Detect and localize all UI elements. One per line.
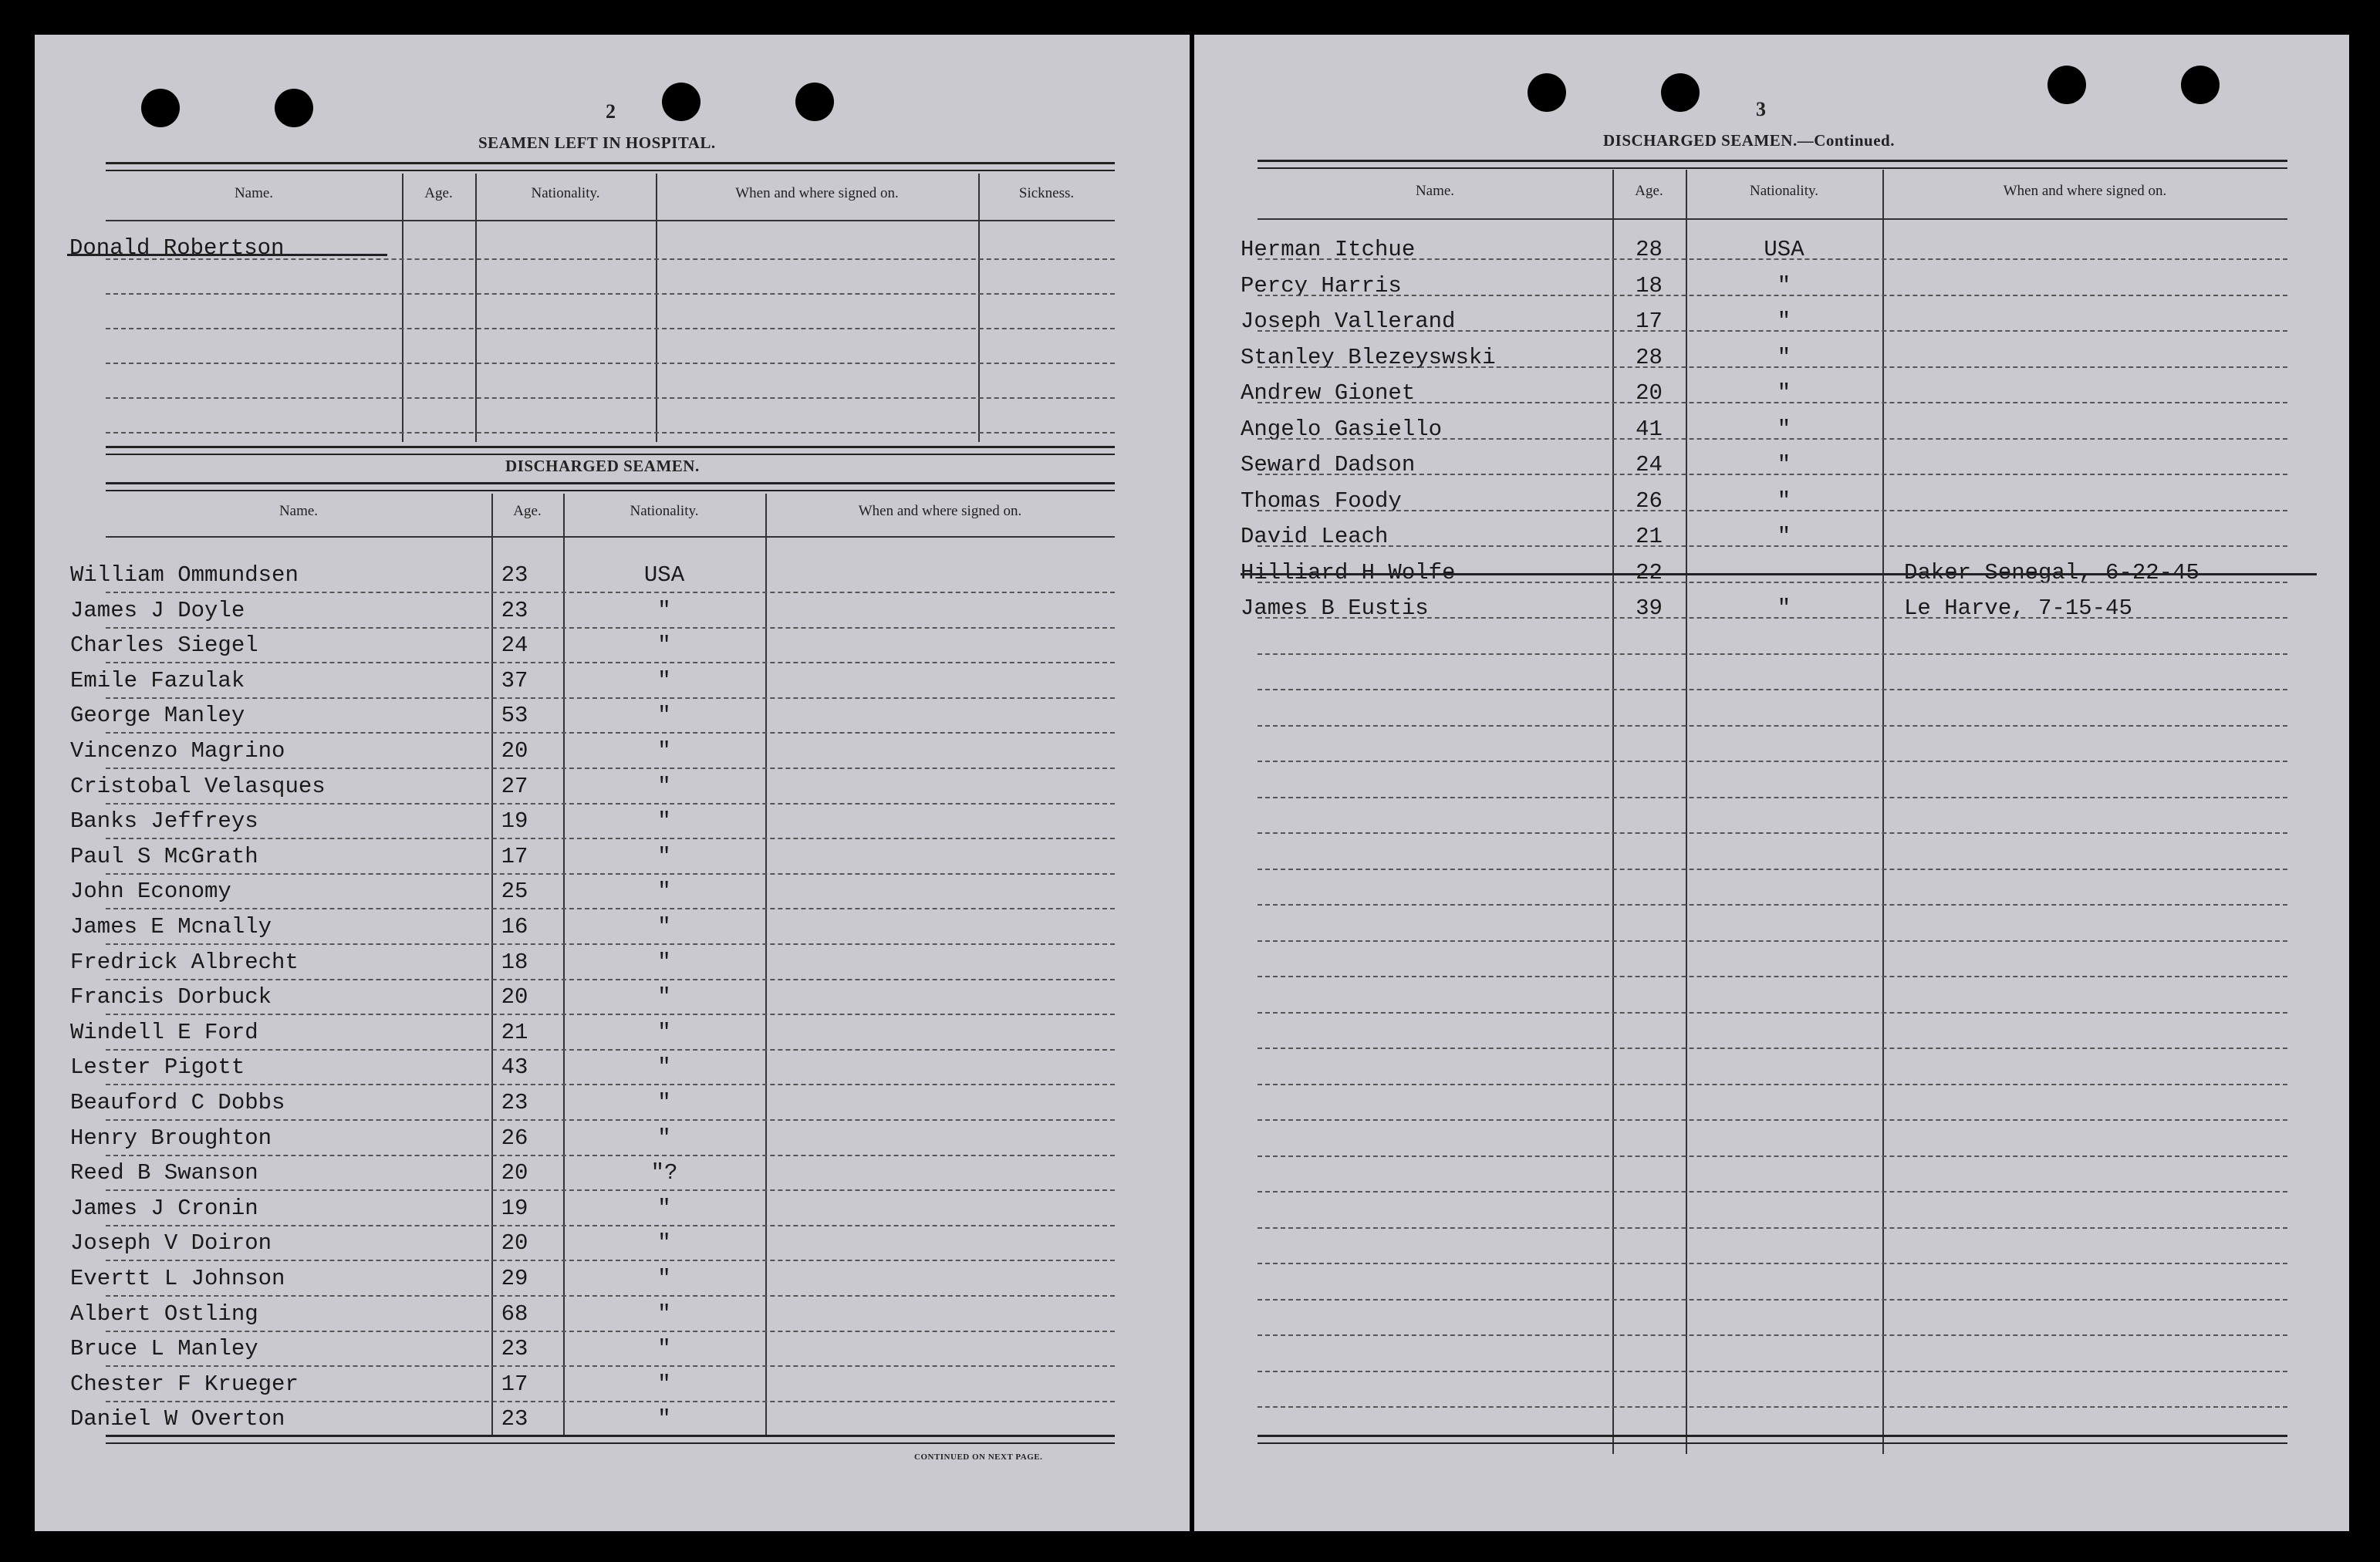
seaman-age: 26: [501, 1125, 528, 1151]
seaman-age: 24: [1636, 452, 1663, 477]
punch-hole: [2047, 66, 2086, 104]
seaman-name: Cristobal Velasques: [70, 774, 326, 799]
seaman-name: James E Mcnally: [70, 914, 272, 940]
column-divider: [656, 174, 657, 442]
seaman-age: 20: [501, 1160, 528, 1186]
header-rule: [106, 220, 1115, 221]
seaman-name: James J Doyle: [70, 598, 245, 623]
row-rule: [1258, 1084, 2287, 1085]
column-divider: [1882, 170, 1884, 1454]
punch-hole: [662, 83, 700, 121]
seaman-age: 23: [501, 562, 528, 588]
row-rule: [1258, 438, 2287, 440]
row-rule: [1258, 617, 2287, 619]
row-rule: [106, 592, 1115, 593]
seaman-age: 26: [1636, 488, 1663, 514]
seaman-name: Chester F Krueger: [70, 1371, 299, 1397]
seaman-nationality: ": [1777, 524, 1791, 549]
seaman-age: 17: [1636, 309, 1663, 334]
seaman-name: Daniel W Overton: [70, 1406, 285, 1432]
seaman-nationality: ": [657, 738, 671, 764]
seaman-age: 29: [501, 1266, 528, 1291]
row-rule: [1258, 689, 2287, 690]
seaman-nationality: ": [657, 1196, 671, 1221]
seaman-nationality: ": [657, 703, 671, 728]
seaman-nationality: ": [657, 1090, 671, 1115]
row-rule: [1258, 1119, 2287, 1121]
seaman-nationality: ": [657, 1125, 671, 1151]
seaman-name: James J Cronin: [70, 1196, 258, 1221]
seaman-age: 23: [501, 1336, 528, 1361]
continued-footer: CONTINUED ON NEXT PAGE.: [914, 1452, 1043, 1462]
seaman-nationality: ": [657, 879, 671, 904]
row-rule: [106, 873, 1115, 875]
seaman-age: 18: [501, 950, 528, 975]
seaman-nationality: ": [657, 844, 671, 869]
seaman-nationality: ": [657, 1020, 671, 1045]
seaman-name: Percy Harris: [1241, 273, 1402, 299]
seaman-name: Windell E Ford: [70, 1020, 258, 1045]
column-header-sickness: Sickness.: [1018, 185, 1075, 201]
row-rule: [1258, 1191, 2287, 1193]
seaman-age: 20: [501, 1230, 528, 1256]
seaman-age: 23: [501, 1406, 528, 1432]
row-rule: [1258, 366, 2287, 368]
table-rule: [1258, 160, 2287, 169]
row-rule: [1258, 1227, 2287, 1229]
punch-hole: [1528, 73, 1566, 112]
seaman-name: John Economy: [70, 879, 231, 904]
seaman-nationality: "?: [650, 1160, 678, 1186]
right-page: [1194, 35, 2349, 1531]
seaman-signed-on: Daker Senegal, 6-22-45: [1904, 560, 2199, 585]
table-rule: [106, 482, 1115, 491]
seaman-nationality: ": [1777, 452, 1791, 477]
seaman-nationality: ": [657, 808, 671, 834]
column-divider: [475, 174, 477, 442]
seaman-nationality: ": [657, 984, 671, 1010]
row-rule: [106, 732, 1115, 734]
seaman-name: Joseph Vallerand: [1241, 309, 1456, 334]
punch-hole: [2181, 66, 2220, 104]
seaman-age: 16: [501, 914, 528, 940]
strikethrough-line: [1241, 573, 2317, 575]
seaman-name: Beauford C Dobbs: [70, 1090, 285, 1115]
seaman-name: David Leach: [1241, 524, 1389, 549]
seaman-name: Reed B Swanson: [70, 1160, 258, 1186]
seaman-name: Joseph V Doiron: [70, 1230, 272, 1256]
row-rule: [106, 803, 1115, 805]
seaman-age: 28: [1636, 237, 1663, 262]
row-rule: [1258, 1155, 2287, 1157]
seaman-name: Herman Itchue: [1241, 237, 1416, 262]
row-rule: [1258, 940, 2287, 942]
row-rule: [1258, 904, 2287, 906]
row-rule: [1258, 1048, 2287, 1049]
hospital-section-title: SEAMEN LEFT IN HOSPITAL.: [478, 133, 716, 152]
row-rule: [1258, 582, 2287, 583]
hospital-row-name: Donald Robertson: [69, 235, 285, 261]
seaman-name: George Manley: [70, 703, 245, 728]
seaman-age: 20: [501, 738, 528, 764]
seaman-nationality: USA: [643, 562, 685, 588]
seaman-name: Francis Dorbuck: [70, 984, 272, 1010]
seaman-age: 18: [1636, 273, 1663, 299]
seaman-name: Vincenzo Magrino: [70, 738, 285, 764]
seaman-age: 24: [501, 633, 528, 658]
seaman-name: Stanley Blezeyswski: [1241, 345, 1496, 370]
seaman-age: 27: [501, 774, 528, 799]
seaman-name: Charles Siegel: [70, 633, 258, 658]
seaman-name: Paul S McGrath: [70, 844, 258, 869]
seaman-nationality: ": [1777, 595, 1791, 621]
column-header-nationality: Nationality.: [531, 185, 600, 201]
row-rule: [106, 328, 1115, 329]
row-rule: [106, 662, 1115, 663]
seaman-signed-on: Le Harve, 7-15-45: [1904, 595, 2132, 621]
seaman-nationality: ": [657, 1371, 671, 1397]
row-rule: [1258, 1012, 2287, 1014]
row-rule: [1258, 295, 2287, 296]
seaman-nationality: ": [657, 1336, 671, 1361]
seaman-age: 23: [501, 598, 528, 623]
seaman-name: Andrew Gionet: [1241, 380, 1416, 406]
seaman-age: 19: [501, 808, 528, 834]
seaman-age: 20: [501, 984, 528, 1010]
column-header-age: Age.: [424, 185, 453, 201]
column-header-signed-on: When and where signed on.: [2003, 183, 2167, 199]
seaman-nationality: ": [657, 950, 671, 975]
row-rule: [106, 943, 1115, 945]
row-rule: [106, 1225, 1115, 1226]
row-rule: [1258, 797, 2287, 798]
row-rule: [1258, 474, 2287, 475]
seaman-nationality: ": [1777, 273, 1791, 299]
seaman-nationality: ": [1777, 345, 1791, 370]
seaman-nationality: ": [657, 914, 671, 940]
seaman-age: 39: [1636, 595, 1663, 621]
column-header-nationality: Nationality.: [1750, 183, 1818, 199]
seaman-nationality: ": [1777, 309, 1791, 334]
row-rule: [106, 293, 1115, 295]
row-rule: [106, 908, 1115, 909]
column-header-name: Name.: [234, 185, 274, 201]
seaman-age: 43: [501, 1054, 528, 1080]
page-number: 3: [1756, 98, 1766, 120]
row-rule: [1258, 976, 2287, 977]
seaman-nationality: USA: [1764, 237, 1804, 262]
seaman-nationality: ": [1777, 417, 1791, 442]
column-header-signed-on: When and where signed on.: [735, 185, 899, 201]
row-rule: [1258, 725, 2287, 727]
seaman-age: 53: [501, 703, 528, 728]
seaman-age: 21: [501, 1020, 528, 1045]
row-rule: [1258, 832, 2287, 834]
seaman-age: 23: [501, 1090, 528, 1115]
row-rule: [106, 397, 1115, 399]
seaman-name: Bruce L Manley: [70, 1336, 258, 1361]
table-rule: [106, 446, 1115, 455]
row-rule: [1258, 545, 2287, 547]
column-header-name: Name.: [279, 503, 319, 519]
table-rule: [106, 1435, 1115, 1444]
seaman-nationality: ": [1777, 380, 1791, 406]
seaman-nationality: ": [657, 774, 671, 799]
table-rule: [106, 162, 1115, 171]
row-rule: [1258, 402, 2287, 403]
seaman-age: 19: [501, 1196, 528, 1221]
seaman-nationality: ": [657, 1266, 671, 1291]
column-divider: [978, 174, 980, 442]
seaman-age: 17: [501, 1371, 528, 1397]
row-rule: [106, 432, 1115, 434]
column-header-signed-on: When and where signed on.: [858, 503, 1022, 519]
seaman-name: Thomas Foody: [1241, 488, 1402, 514]
row-rule: [106, 1365, 1115, 1367]
seaman-name: William Ommundsen: [70, 562, 299, 588]
seaman-nationality: ": [657, 633, 671, 658]
row-rule: [106, 1189, 1115, 1191]
punch-hole: [795, 83, 834, 121]
column-header-age: Age.: [1635, 183, 1663, 199]
seaman-age: 25: [501, 879, 528, 904]
row-rule: [1258, 869, 2287, 870]
seaman-name: Hilliard H Wolfe: [1241, 560, 1456, 585]
header-rule: [1258, 218, 2287, 220]
row-rule: [106, 627, 1115, 629]
seaman-nationality: ": [657, 1230, 671, 1256]
left-page: [35, 35, 1190, 1531]
row-rule: [106, 1331, 1115, 1332]
seaman-age: 20: [1636, 380, 1663, 406]
row-rule: [106, 697, 1115, 699]
column-divider: [402, 174, 403, 442]
row-rule: [1258, 1299, 2287, 1301]
discharged-continued-title: DISCHARGED SEAMEN.—Continued.: [1603, 131, 1895, 150]
row-rule: [1258, 510, 2287, 511]
seaman-name: James B Eustis: [1241, 595, 1429, 621]
punch-hole: [1661, 73, 1700, 112]
seaman-nationality: ": [657, 1406, 671, 1432]
row-rule: [106, 838, 1115, 839]
seaman-name: Banks Jeffreys: [70, 808, 258, 834]
seaman-name: Albert Ostling: [70, 1301, 258, 1327]
seaman-name: Henry Broughton: [70, 1125, 272, 1151]
row-rule: [1258, 1263, 2287, 1264]
discharged-section-title: DISCHARGED SEAMEN.: [505, 457, 700, 475]
column-header-name: Name.: [1415, 183, 1455, 199]
row-rule: [106, 979, 1115, 980]
seaman-name: Fredrick Albrecht: [70, 950, 299, 975]
row-rule: [1258, 330, 2287, 332]
row-rule: [106, 768, 1115, 769]
row-rule: [106, 1295, 1115, 1297]
row-rule: [1258, 1406, 2287, 1408]
row-rule: [106, 1014, 1115, 1015]
seaman-age: 41: [1636, 417, 1663, 442]
header-rule: [106, 536, 1115, 538]
seaman-nationality: ": [657, 668, 671, 693]
row-rule: [106, 1155, 1115, 1156]
row-rule: [106, 1260, 1115, 1261]
column-header-age: Age.: [513, 503, 542, 519]
punch-hole: [275, 89, 313, 127]
seaman-nationality: ": [657, 1301, 671, 1327]
seaman-age: 22: [1636, 560, 1663, 585]
seaman-name: Angelo Gasiello: [1241, 417, 1443, 442]
seaman-age: 17: [501, 844, 528, 869]
row-rule: [1258, 761, 2287, 762]
strikethrough-line: [67, 254, 387, 256]
row-rule: [106, 363, 1115, 364]
seaman-nationality: ": [657, 598, 671, 623]
seaman-age: 21: [1636, 524, 1663, 549]
row-rule: [106, 1119, 1115, 1121]
row-rule: [1258, 1334, 2287, 1336]
seaman-name: Lester Pigott: [70, 1054, 245, 1080]
row-rule: [1258, 1371, 2287, 1372]
seaman-nationality: ": [1777, 488, 1791, 514]
seaman-age: 68: [501, 1301, 528, 1327]
row-rule: [106, 1084, 1115, 1085]
seaman-age: 37: [501, 668, 528, 693]
seaman-name: Evertt L Johnson: [70, 1266, 285, 1291]
page-number: 2: [606, 100, 616, 123]
punch-hole: [141, 89, 180, 127]
table-rule: [1258, 1435, 2287, 1444]
seaman-age: 28: [1636, 345, 1663, 370]
seaman-name: Emile Fazulak: [70, 668, 245, 693]
row-rule: [1258, 258, 2287, 260]
row-rule: [106, 1401, 1115, 1402]
seaman-name: Seward Dadson: [1241, 452, 1416, 477]
column-header-nationality: Nationality.: [630, 503, 699, 519]
seaman-nationality: ": [657, 1054, 671, 1080]
row-rule: [106, 1049, 1115, 1051]
row-rule: [1258, 653, 2287, 655]
column-divider: [765, 494, 767, 1435]
